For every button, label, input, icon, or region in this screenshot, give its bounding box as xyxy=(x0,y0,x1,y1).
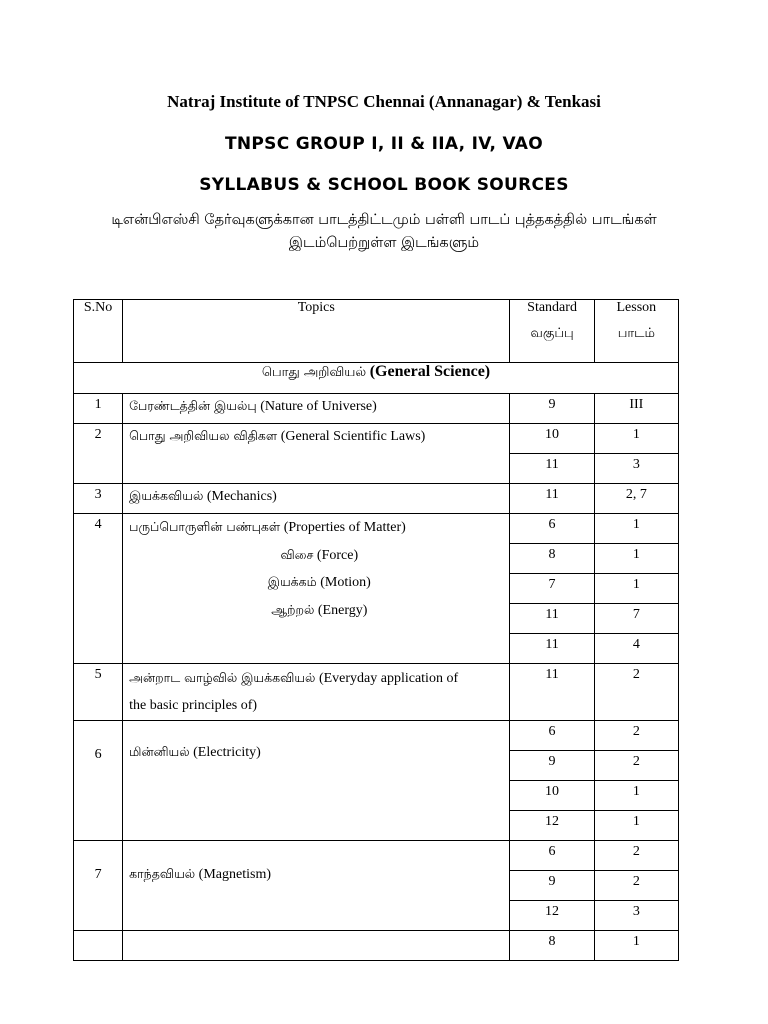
row-lesson: 1 xyxy=(594,781,678,811)
row-lesson: 1 xyxy=(594,424,678,454)
row-standard: 11 xyxy=(510,664,594,721)
lesson-label: Lesson xyxy=(616,300,657,315)
standard-label: Standard xyxy=(527,300,577,315)
row-topic: மின்னியல் (Electricity) xyxy=(123,721,510,841)
row-standard: 11 xyxy=(510,604,594,634)
row-lesson: 3 xyxy=(594,454,678,484)
topic-main: பருப்பொருளின் பண்புகள் (Properties of Matter) xyxy=(129,519,406,535)
row-standard: 10 xyxy=(510,424,594,454)
section-row xyxy=(74,363,679,394)
table-row xyxy=(74,484,679,514)
col-header-topics: Topics xyxy=(123,300,510,363)
row-lesson: 1 xyxy=(594,544,678,574)
table-row xyxy=(74,394,679,424)
row-topic: பேரண்டத்தின் இயல்பு (Nature of Universe) xyxy=(123,394,510,424)
table-row xyxy=(74,841,679,871)
table-row xyxy=(74,514,679,544)
row-lesson: 2 xyxy=(594,664,678,721)
institute-title: Natraj Institute of TNPSC Chennai (Annanagar) & Tenkasi xyxy=(167,92,601,111)
row-topic: அன்றாட வாழ்வில் இயக்கவியல் (Everyday application of the basic principles of) xyxy=(123,664,510,721)
row-lesson: 2 xyxy=(594,721,678,751)
section-title-tamil: பொது அறிவியல் xyxy=(261,365,367,380)
row-standard: 12 xyxy=(510,901,594,931)
topic-sub-energy: ஆற்றல் (Energy) xyxy=(271,601,368,618)
row-sno: 4 xyxy=(74,514,123,664)
col-header-lesson xyxy=(594,300,678,363)
topic-continuation: the basic principles of) xyxy=(129,698,258,713)
row-lesson: 2, 7 xyxy=(594,484,678,514)
row-standard: 11 xyxy=(510,634,594,664)
col-header-sno: S.No xyxy=(74,300,123,363)
lesson-label-tamil: பாடம் xyxy=(617,326,655,341)
table-row xyxy=(74,931,679,961)
row-standard: 6 xyxy=(510,721,594,751)
row-standard: 7 xyxy=(510,574,594,604)
row-sno: 3 xyxy=(74,484,123,514)
row-lesson: 2 xyxy=(594,751,678,781)
row-lesson: 1 xyxy=(594,811,678,841)
row-standard: 9 xyxy=(510,871,594,901)
table-row xyxy=(74,721,679,751)
row-standard: 9 xyxy=(510,394,594,424)
syllabus-subtitle: SYLLABUS & SCHOOL BOOK SOURCES xyxy=(199,175,569,195)
syllabus-table xyxy=(73,299,679,961)
row-lesson: 4 xyxy=(594,634,678,664)
row-lesson: 1 xyxy=(594,931,678,961)
row-standard: 9 xyxy=(510,751,594,781)
row-topic: காந்தவியல் (Magnetism) xyxy=(123,841,510,931)
exam-title: TNPSC GROUP I, II & IIA, IV, VAO xyxy=(225,134,543,154)
row-standard: 6 xyxy=(510,514,594,544)
standard-label-tamil: வகுப்பு xyxy=(530,326,574,341)
row-lesson: 3 xyxy=(594,901,678,931)
row-standard: 12 xyxy=(510,811,594,841)
row-topic: இயக்கவியல் (Mechanics) xyxy=(123,484,510,514)
row-standard: 8 xyxy=(510,544,594,574)
topic-sub-motion: இயக்கம் (Motion) xyxy=(267,574,371,591)
section-title-english: (General Science) xyxy=(369,363,491,380)
row-lesson: 1 xyxy=(594,514,678,544)
row-sno: 2 xyxy=(74,424,123,484)
row-lesson: 7 xyxy=(594,604,678,634)
section-title xyxy=(74,363,679,394)
table-header-row xyxy=(74,300,679,363)
row-standard: 6 xyxy=(510,841,594,871)
row-standard: 8 xyxy=(510,931,594,961)
table-row xyxy=(74,664,679,721)
row-lesson: III xyxy=(594,394,678,424)
table-row xyxy=(74,424,679,454)
tamil-heading-line1: டிஎன்பிஎஸ்சி தேர்வுகளுக்கான பாடத்திட்டமும் பள்ளி பாடப் புத்தகத்தில் பாடங்கள் xyxy=(111,212,657,228)
row-lesson: 2 xyxy=(594,841,678,871)
topic-sub-force: விசை (Force) xyxy=(280,546,359,563)
row-sno: 7 xyxy=(74,841,123,931)
tamil-heading-line2: இடம்பெற்றுள்ள இடங்களும் xyxy=(288,235,480,251)
row-lesson: 1 xyxy=(594,574,678,604)
row-topic xyxy=(123,514,510,664)
row-standard: 11 xyxy=(510,454,594,484)
row-topic xyxy=(123,931,510,961)
row-standard: 11 xyxy=(510,484,594,514)
row-lesson: 2 xyxy=(594,871,678,901)
row-sno: 1 xyxy=(74,394,123,424)
row-topic: பொது அறிவியல விதிகள (General Scientific Laws) xyxy=(123,424,510,484)
row-sno: 6 xyxy=(74,721,123,841)
col-header-standard xyxy=(510,300,594,363)
row-sno: 5 xyxy=(74,664,123,721)
row-sno xyxy=(74,931,123,961)
row-standard: 10 xyxy=(510,781,594,811)
